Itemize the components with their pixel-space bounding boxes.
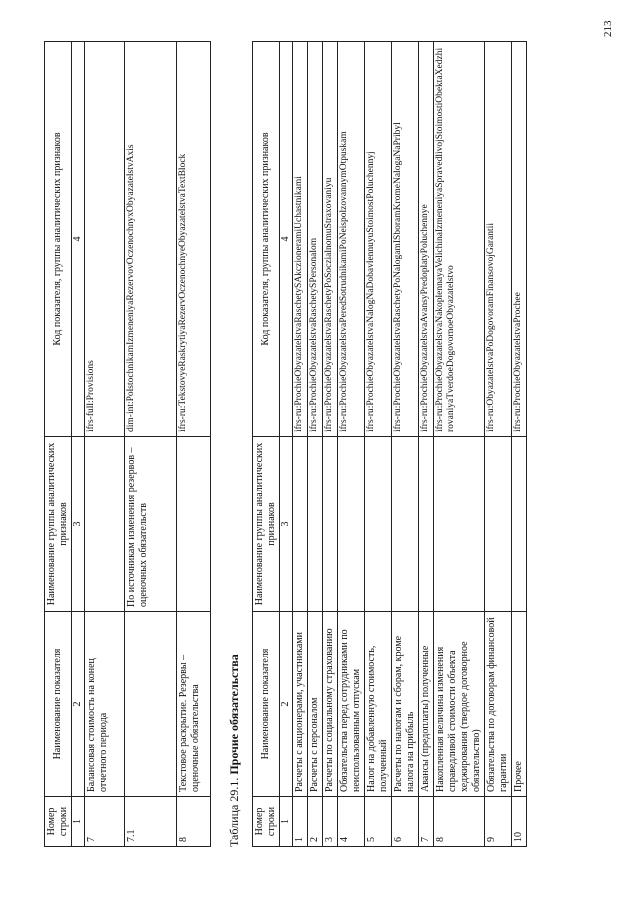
table-caption — [227, 654, 242, 847]
indicator-code: ifrs-ru:ProchieObyazatelstvaNalogNaDobavlennuyuStoimostPoluchennyj — [365, 42, 392, 437]
indicator-name: Обязательства перед сотрудниками по неиспользованным отпускам — [338, 612, 365, 797]
group-name — [293, 437, 308, 612]
other-liabilities-table — [252, 41, 527, 847]
header-code: Код показателя, группы аналитических признаков — [45, 42, 72, 437]
row-number: 8 — [434, 797, 485, 847]
col-index: 1 — [72, 797, 85, 847]
indicator-name: Расчеты по социальному страхованию — [323, 612, 338, 797]
column-index-row — [280, 42, 293, 847]
indicator-name: Текстовое раскрытие. Резервы – оценочные обязательства — [177, 612, 211, 797]
group-name — [85, 437, 125, 612]
provisions-table — [44, 41, 211, 847]
group-name — [392, 437, 419, 612]
col-index: 2 — [72, 612, 85, 797]
header-indicator-name: Наименование показателя — [45, 612, 72, 797]
col-index: 4 — [280, 42, 293, 437]
row-number: 9 — [485, 797, 512, 847]
table-row — [293, 42, 308, 847]
group-name — [512, 437, 527, 612]
row-number: 7 — [419, 797, 434, 847]
table-header-row — [253, 42, 280, 847]
col-index: 3 — [72, 437, 85, 612]
row-number: 7 — [85, 797, 125, 847]
indicator-code: ifrs-ru:ProchieObyazatelstvaRaschetyPoNalogamISboramKromeNalogaNaPribyl — [392, 42, 419, 437]
table-row — [323, 42, 338, 847]
table-row — [85, 42, 125, 847]
row-number: 1 — [293, 797, 308, 847]
col-index: 2 — [280, 612, 293, 797]
group-name — [485, 437, 512, 612]
row-number: 10 — [512, 797, 527, 847]
header-group-name: Наименование группы аналитических признаков — [253, 437, 280, 612]
indicator-code: ifrs-ru:ProchieObyazatelstvaAvansyPredoplatyPoluchennye — [419, 42, 434, 437]
group-name — [338, 437, 365, 612]
table-row — [308, 42, 323, 847]
indicator-name: Балансовая стоимость на конец отчетного периода — [85, 612, 125, 797]
header-code: Код показателя, группы аналитических признаков — [253, 42, 280, 437]
table-row — [392, 42, 419, 847]
row-number: 3 — [323, 797, 338, 847]
indicator-code: ifrs-ru:ObyazatelstvaPoDogovoramFinansovojGarantii — [485, 42, 512, 437]
table-row — [419, 42, 434, 847]
group-name — [434, 437, 485, 612]
indicator-name: Расчеты с персоналом — [308, 612, 323, 797]
indicator-code: ifrs-ru:ProchieObyazatelstvaNakoplennayaVelichinaIzmeneniyaSpravedlivojStoimostiObektaXedzhirovaniyaTverdoeDogovornoeObyazatelstvo — [434, 42, 485, 437]
indicator-name: Авансы (предоплаты) полученные — [419, 612, 434, 797]
group-name: По источникам изменения резервов – оценочных обязательств — [125, 437, 177, 612]
table-row — [512, 42, 527, 847]
row-number: 5 — [365, 797, 392, 847]
table-row — [125, 42, 177, 847]
caption-title: Прочие обязательства — [227, 654, 241, 775]
indicator-name: Прочее — [512, 612, 527, 797]
table-row — [365, 42, 392, 847]
indicator-name: Накопленная величина изменения справедливой стоимости объекта хеджирования (твердое договорное обязательство) — [434, 612, 485, 797]
indicator-code: ifrs-ru:ProchieObyazatelstvaPeredSotrudnikamiPoNeispolzovannymOtpuskam — [338, 42, 365, 437]
col-index: 3 — [280, 437, 293, 612]
group-name — [323, 437, 338, 612]
row-number: 4 — [338, 797, 365, 847]
col-index: 4 — [72, 42, 85, 437]
col-index: 1 — [280, 797, 293, 847]
indicator-name: Обязательства по договорам финансовой гарантии — [485, 612, 512, 797]
header-row-number: Номер строки — [253, 797, 280, 847]
indicator-code: ifrs-ru:ProchieObyazatelstvaRaschetySPersonalom — [308, 42, 323, 437]
header-group-name: Наименование группы аналитических признаков — [45, 437, 72, 612]
group-name — [308, 437, 323, 612]
table-row — [338, 42, 365, 847]
group-name — [365, 437, 392, 612]
header-indicator-name: Наименование показателя — [253, 612, 280, 797]
table-row — [485, 42, 512, 847]
row-number: 8 — [177, 797, 211, 847]
header-row-number: Номер строки — [45, 797, 72, 847]
indicator-code: dim-int:PolstochnikamIzmeneniyaRezervovOczenochnyxObyazatelstvAxis — [125, 42, 177, 437]
indicator-name: Налог на добавленную стоимость, полученный — [365, 612, 392, 797]
indicator-name: Расчеты с акционерами, участниками — [293, 612, 308, 797]
row-number: 6 — [392, 797, 419, 847]
group-name — [177, 437, 211, 612]
indicator-code: ifrs-ru:TekstovyeRaskrytiyaRezervOczenochnyeObyazatelstvaTextBlock — [177, 42, 211, 437]
row-number: 2 — [308, 797, 323, 847]
indicator-code: ifrs-ru:ProchieObyazatelstvaProchee — [512, 42, 527, 437]
caption-prefix: Таблица 29.1. — [227, 777, 241, 847]
group-name — [419, 437, 434, 612]
table-header-row — [45, 42, 72, 847]
indicator-code: ifrs-ru:ProchieObyazatelstvaRaschetyPoSoczialnomuStraxovaniyu — [323, 42, 338, 437]
indicator-name: Расчеты по налогам и сборам, кроме налога на прибыль — [392, 612, 419, 797]
row-number: 7.1 — [125, 797, 177, 847]
indicator-name — [125, 612, 177, 797]
column-index-row — [72, 42, 85, 847]
indicator-code: ifrs-ru:ProchieObyazatelstvaRaschetySAkczioneramiUchastnikami — [293, 42, 308, 437]
table-row — [177, 42, 211, 847]
indicator-code: ifrs-full:Provisions — [85, 42, 125, 437]
table-row — [434, 42, 485, 847]
page-number: 213 — [602, 20, 614, 37]
